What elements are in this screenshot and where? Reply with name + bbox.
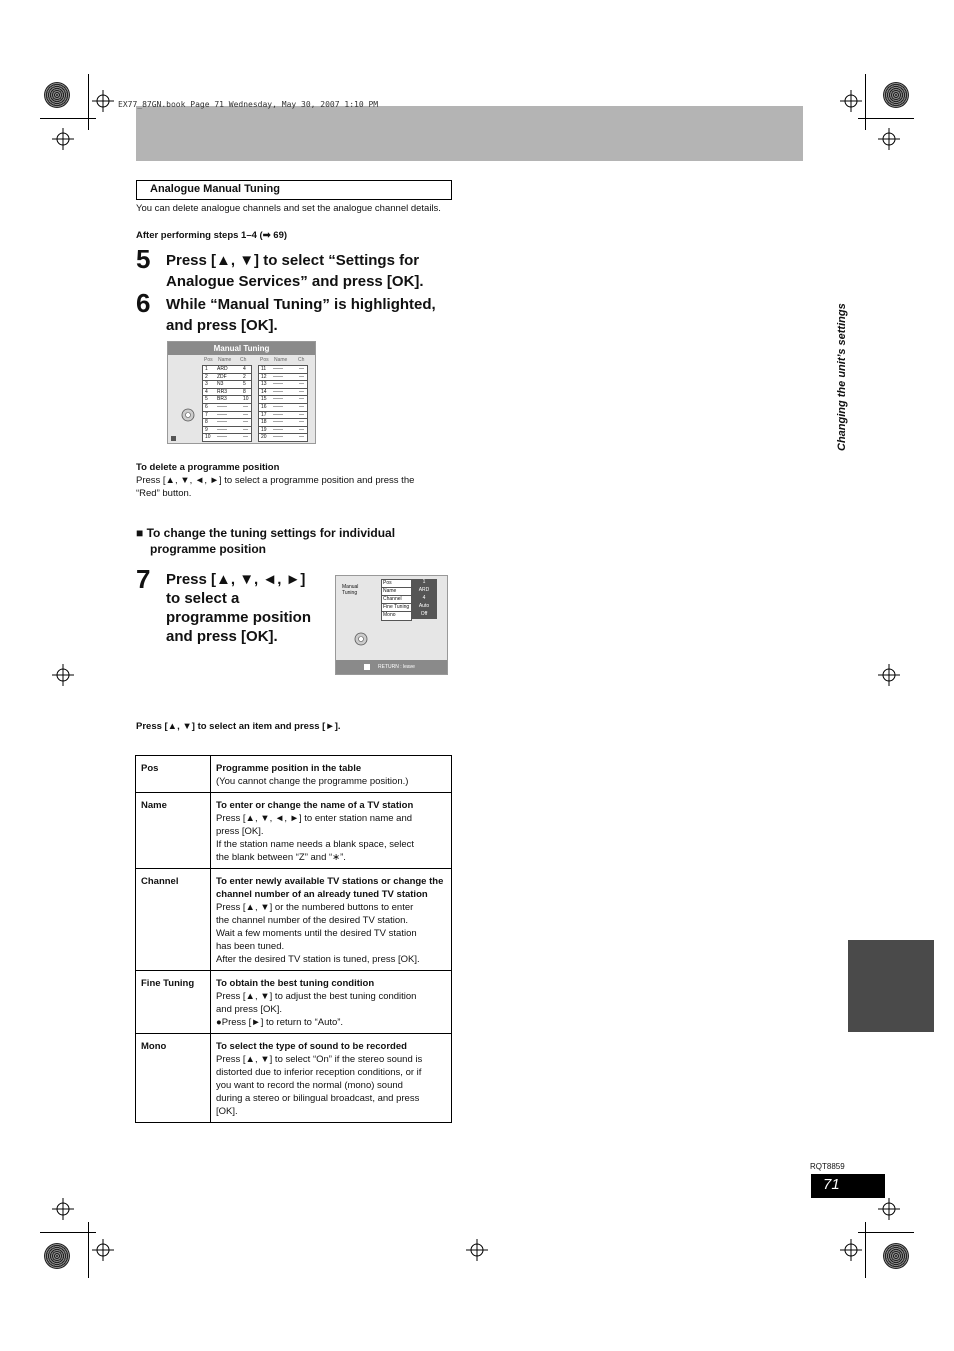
remote-dpad-icon	[176, 406, 200, 424]
step-5-line: Analogue Services” and press [OK].	[166, 273, 424, 290]
setting-line: during a stereo or bilingual broadcast, and press	[216, 1093, 420, 1104]
detail-row	[381, 603, 437, 611]
channel-row	[258, 389, 308, 397]
setting-line: Press [▲, ▼] or the numbered buttons to enter	[216, 902, 414, 913]
channel-cell: ——	[273, 411, 283, 418]
crop-mark	[40, 1232, 96, 1233]
delete-line: Press [▲, ▼, ◄, ►] to select a programme position and press the	[136, 475, 415, 486]
registration-crosshair-icon	[466, 1239, 488, 1261]
setting-name: Channel	[136, 869, 211, 971]
channel-cell: 5	[205, 396, 208, 403]
channel-cell: —	[299, 396, 304, 403]
channel-cell: 3	[205, 381, 208, 388]
screen-title: Manual Tuning	[168, 342, 315, 355]
channel-cell: 10	[243, 396, 249, 403]
channel-cell: —	[299, 388, 304, 395]
detail-rows	[381, 579, 437, 619]
channel-cell: ——	[273, 366, 283, 372]
channel-row	[202, 381, 252, 389]
registration-crosshair-icon	[878, 128, 900, 150]
setting-line: Press [▲, ▼] to select “On” if the stereo sound is	[216, 1054, 423, 1065]
channel-cell: ——	[273, 434, 283, 441]
detail-value: Auto	[411, 603, 437, 611]
chapter-tab	[848, 940, 934, 1032]
channel-cell: —	[299, 403, 304, 410]
registration-crosshair-icon	[878, 1198, 900, 1220]
channel-row	[202, 419, 252, 427]
setting-name: Fine Tuning	[136, 971, 211, 1034]
setting-line: ●Press [►] to return to “Auto”.	[216, 1017, 344, 1028]
setting-heading: To enter newly available TV stations or change the channel number of an already tuned TV station	[216, 876, 444, 900]
setting-line: If the station name needs a blank space, select	[216, 839, 415, 850]
channel-cell: —	[299, 366, 304, 372]
channel-row	[258, 427, 308, 435]
channel-row	[258, 365, 308, 374]
settings-row	[136, 869, 452, 971]
setting-line: Press [▲, ▼, ◄, ►] to enter station name and	[216, 813, 413, 824]
delete-section	[136, 461, 456, 500]
after-steps-note: After performing steps 1–4 (➡ 69)	[136, 230, 288, 241]
channel-cell: —	[299, 426, 304, 433]
setting-heading: To enter or change the name of a TV station	[216, 800, 414, 811]
setting-heading: To obtain the best tuning condition	[216, 978, 375, 989]
step-7-text: Press [▲, ▼, ◄, ►] to select a programme position and press [OK].	[166, 571, 312, 645]
channel-cell: —	[299, 373, 304, 380]
setting-description	[211, 869, 452, 971]
channel-cell: —	[299, 419, 304, 426]
detail-value: 4	[411, 595, 437, 603]
channel-cell: —	[243, 411, 248, 418]
channel-cell: 12	[261, 373, 267, 380]
page-number: 71	[823, 1176, 840, 1193]
detail-key: Channel	[381, 595, 412, 605]
channel-row	[202, 396, 252, 404]
channel-row	[258, 419, 308, 427]
setting-line: you want to record the normal (mono) sound	[216, 1080, 403, 1091]
channel-cell: 14	[261, 388, 267, 395]
step-5-text	[166, 250, 424, 292]
channel-cell: 19	[261, 426, 267, 433]
channel-cell: —	[299, 411, 304, 418]
channel-cell: 16	[261, 403, 267, 410]
step-6-text	[166, 294, 436, 336]
setting-line: the blank between “Z” and “∗”.	[216, 852, 346, 863]
channel-cell: —	[243, 434, 248, 441]
screen2-footer: RETURN : leave	[336, 660, 447, 674]
channel-cell: —	[243, 403, 248, 410]
channel-row	[202, 412, 252, 420]
channel-row	[202, 374, 252, 382]
setting-description	[211, 971, 452, 1034]
channel-cell: ——	[217, 426, 227, 433]
channel-cell: 15	[261, 396, 267, 403]
registration-crosshair-icon	[840, 1239, 862, 1261]
setting-description	[211, 756, 452, 793]
channel-cell: 6	[205, 403, 208, 410]
crop-mark	[88, 1222, 89, 1278]
channel-cell: ——	[217, 403, 227, 410]
channel-cell: 17	[261, 411, 267, 418]
step-7-number: 7	[136, 564, 151, 594]
detail-row	[381, 611, 437, 619]
channel-cell: —	[243, 426, 248, 433]
section-title: Analogue Manual Tuning	[150, 183, 280, 195]
channel-cell: ——	[273, 403, 283, 410]
channel-row	[202, 389, 252, 397]
registration-crosshair-icon	[92, 1239, 114, 1261]
channel-cell: RR3	[217, 388, 228, 395]
channel-cell: 18	[261, 419, 267, 426]
channel-cell: 8	[205, 419, 208, 426]
registration-crosshair-icon	[52, 128, 74, 150]
select-item-note: Press [▲, ▼] to select an item and press [►].	[136, 721, 341, 732]
crop-mark	[40, 118, 96, 119]
step-6-line: and press [OK].	[166, 317, 278, 334]
setting-line: press [OK].	[216, 826, 264, 837]
step-5-line: Press [▲, ▼] to select “Settings for	[166, 252, 420, 269]
settings-row	[136, 756, 452, 793]
channel-cell: 10	[205, 434, 211, 441]
channel-cell: BR3	[217, 396, 227, 403]
channel-cell: —	[243, 419, 248, 426]
setting-name: Mono	[136, 1034, 211, 1123]
channel-cell: ——	[273, 396, 283, 403]
remote-dpad-icon	[346, 628, 376, 650]
channel-cell: ——	[217, 419, 227, 426]
channel-cell: ——	[273, 373, 283, 380]
header-band	[136, 106, 803, 161]
setting-line: the channel number of the desired TV station.	[216, 915, 409, 926]
crop-mark	[88, 74, 89, 130]
file-info: EX77_87GN.book Page 71 Wednesday, May 30, 2007 1:10 PM	[118, 100, 379, 109]
setting-line: Wait a few moments until the desired TV station	[216, 928, 417, 939]
setting-line: After the desired TV station is tuned, press [OK].	[216, 954, 420, 965]
setting-heading: To select the type of sound to be recorded	[216, 1041, 407, 1052]
setting-description	[211, 1034, 452, 1123]
setting-line: has been tuned.	[216, 941, 285, 952]
setting-heading: Programme position in the table	[216, 763, 362, 774]
channel-row	[258, 396, 308, 404]
channel-cell: 4	[205, 388, 208, 395]
channel-cell: 1	[205, 366, 208, 372]
registration-crosshair-icon	[52, 1198, 74, 1220]
setting-line: distorted due to inferior reception conditions, or if	[216, 1067, 422, 1078]
channel-cell: ——	[273, 419, 283, 426]
channel-cell: ——	[273, 388, 283, 395]
setting-line: and press [OK].	[216, 1004, 283, 1015]
channel-cell: 9	[205, 426, 208, 433]
channel-cell: —	[299, 434, 304, 441]
crop-mark	[858, 118, 914, 119]
channel-cell: ——	[273, 381, 283, 388]
manual-tuning-detail-screen	[335, 575, 448, 675]
channel-row	[202, 365, 252, 374]
channel-cell: 4	[243, 366, 246, 372]
channel-row	[258, 374, 308, 382]
detail-row	[381, 587, 437, 595]
settings-row	[136, 971, 452, 1034]
channel-cell: 7	[205, 411, 208, 418]
registration-crosshair-icon	[878, 664, 900, 686]
delete-line: “Red” button.	[136, 488, 192, 499]
channel-cell: —	[299, 381, 304, 388]
channel-row	[202, 434, 252, 442]
detail-key: Fine Tuning	[381, 603, 412, 613]
tuning-subheading: ■ To change the tuning settings for individual programme position	[136, 526, 396, 556]
red-button-icon	[171, 436, 176, 441]
crop-mark	[865, 74, 866, 130]
channel-list-right	[258, 365, 308, 442]
setting-line: (You cannot change the programme position.)	[216, 776, 409, 787]
channel-cell: 5	[243, 381, 246, 388]
registration-rosette-tl	[44, 82, 70, 108]
setting-description	[211, 793, 452, 869]
crop-mark	[858, 1232, 914, 1233]
registration-crosshair-icon	[92, 90, 114, 112]
manual-tuning-screen: Manual Tuning Pos Name Ch Pos Name Ch 1 ARD 4 2 ZDF 2 3 N3 5 4 RR3 8 5 BR3 10 6 —— — 7 —— — 8 —— — 9 —— — 10 —— — 11 —— — 12 —— — 13 —— — 14 —— — 15 —— — 16 —— — 17 —— — 18 —— — 19 —— — 20 —— —	[167, 341, 316, 444]
step-5-number: 5	[136, 244, 151, 274]
channel-list-left	[202, 365, 252, 442]
settings-table	[135, 755, 452, 1123]
registration-crosshair-icon	[52, 664, 74, 686]
setting-name: Name	[136, 793, 211, 869]
intro-text: You can delete analogue channels and set the analogue channel details.	[136, 203, 441, 214]
step-6-number: 6	[136, 288, 151, 318]
detail-row	[381, 579, 437, 587]
channel-row	[202, 404, 252, 412]
registration-rosette-br	[883, 1243, 909, 1269]
registration-crosshair-icon	[840, 90, 862, 112]
registration-rosette-tr	[883, 82, 909, 108]
channel-row	[202, 427, 252, 435]
channel-cell: ZDF	[217, 373, 227, 380]
settings-row	[136, 793, 452, 869]
detail-value: Off	[411, 611, 437, 619]
detail-key: Mono	[381, 611, 412, 621]
settings-row	[136, 1034, 452, 1123]
crop-mark	[865, 1222, 866, 1278]
channel-cell: 2	[205, 373, 208, 380]
detail-value: ARD	[411, 587, 437, 595]
delete-heading: To delete a programme position	[136, 462, 280, 473]
detail-key: Pos	[381, 579, 412, 589]
channel-cell: 20	[261, 434, 267, 441]
channel-cell: 11	[261, 366, 267, 372]
screen2-title: Manual Tuning	[342, 584, 359, 596]
channel-row	[258, 412, 308, 420]
document-code: RQT8859	[810, 1162, 845, 1171]
detail-row	[381, 595, 437, 603]
step-6-line: While “Manual Tuning” is highlighted,	[166, 296, 436, 313]
setting-line: Press [▲, ▼] to adjust the best tuning condition	[216, 991, 417, 1002]
setting-name: Pos	[136, 756, 211, 793]
detail-key: Name	[381, 587, 412, 597]
channel-cell: ——	[273, 426, 283, 433]
channel-cell: ——	[217, 411, 227, 418]
channel-row	[258, 381, 308, 389]
channel-cell: N3	[217, 381, 224, 388]
detail-value: 1	[411, 579, 437, 587]
channel-cell: 8	[243, 388, 246, 395]
channel-cell: ——	[217, 434, 227, 441]
channel-row	[258, 434, 308, 442]
registration-rosette-bl	[44, 1243, 70, 1269]
channel-cell: ARD	[217, 366, 228, 372]
setting-line: [OK].	[216, 1106, 238, 1117]
channel-row	[258, 404, 308, 412]
channel-cell: 2	[243, 373, 246, 380]
side-chapter-label: Changing the unit’s settings	[836, 303, 848, 451]
channel-cell: 13	[261, 381, 267, 388]
